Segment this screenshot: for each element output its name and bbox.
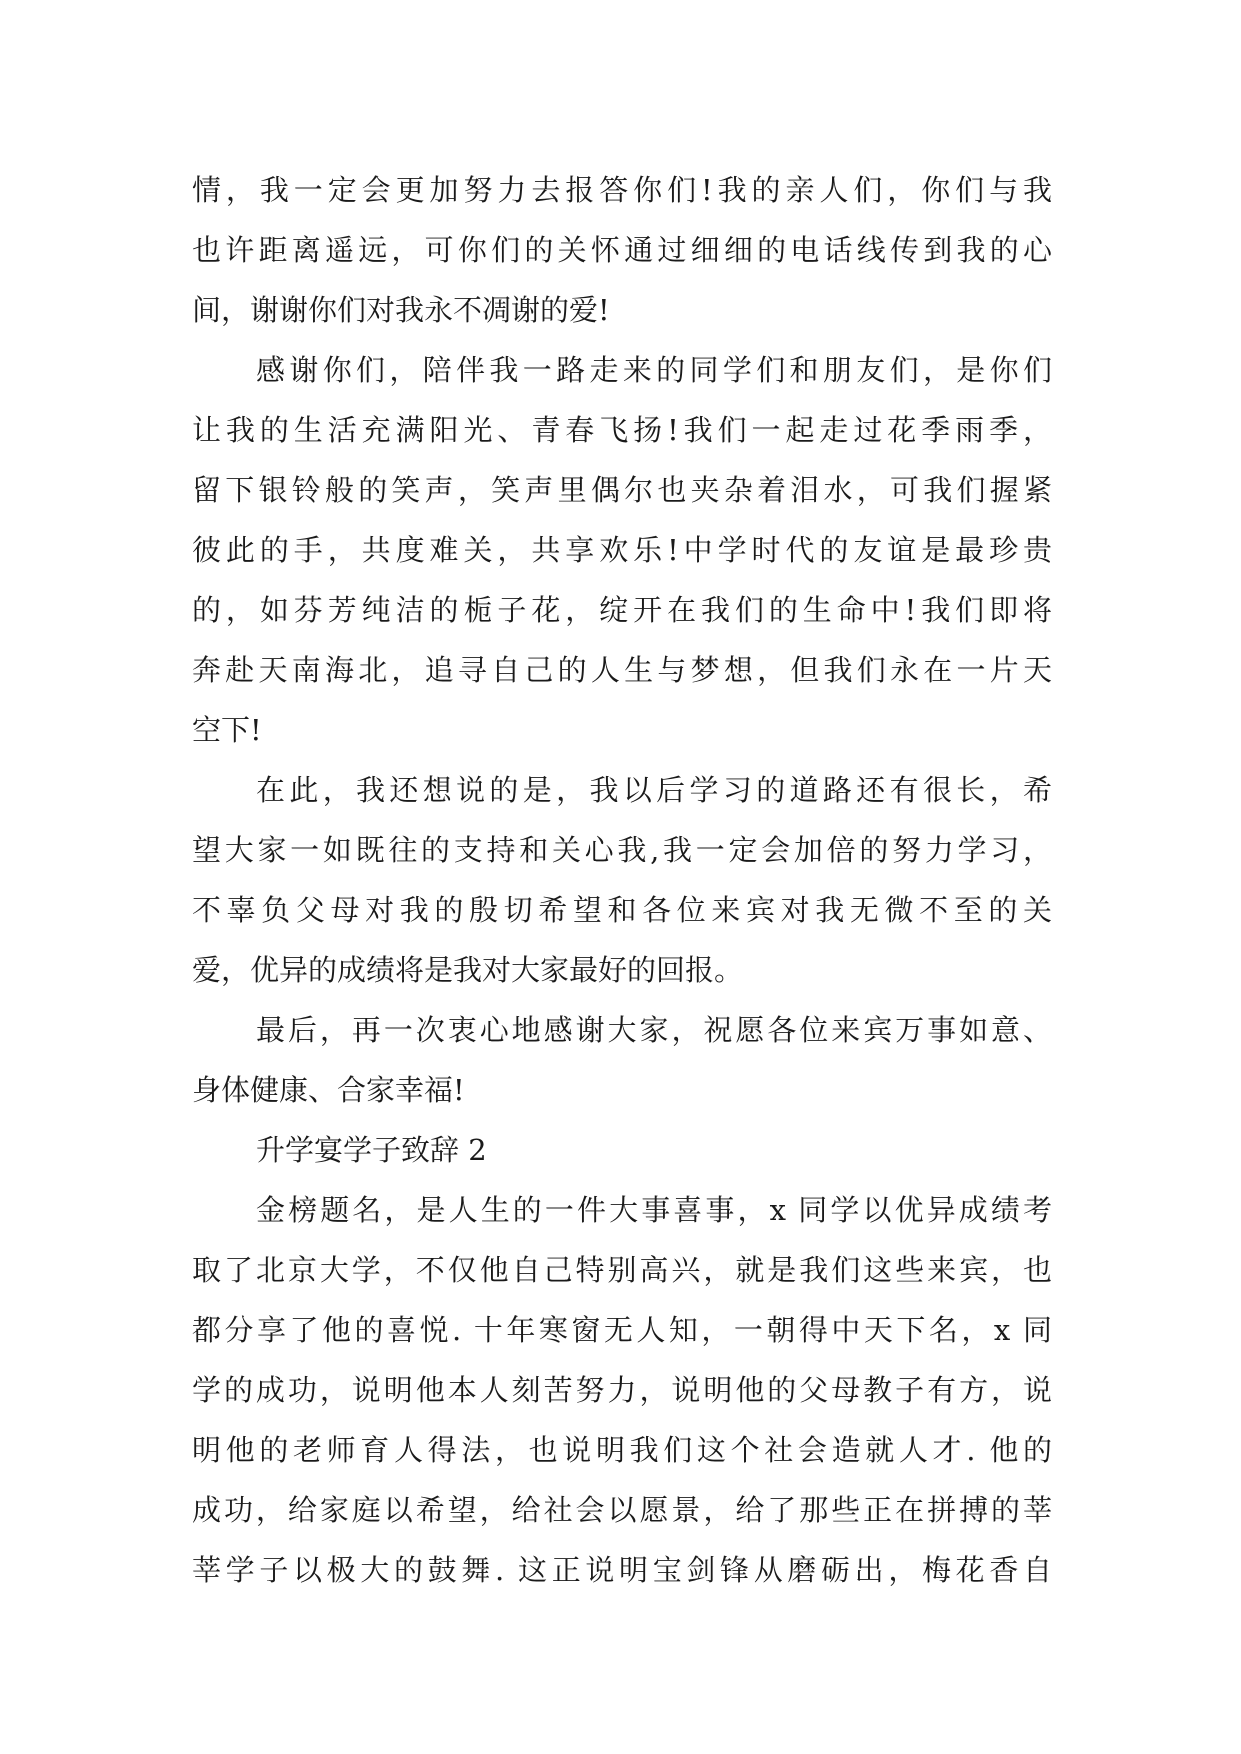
text-line: 明他的老师育人得法，也说明我们这个社会造就人才. 他的 [192,1433,1052,1467]
text-line: 爱，优异的成绩将是我对大家最好的回报。 [192,953,744,987]
text-line: 留下银铃般的笑声，笑声里偶尔也夹杂着泪水，可我们握紧 [192,473,1052,507]
text-line: 望大家一如既往的支持和关心我,我一定会加倍的努力学习， [192,833,1052,867]
text-line: 间，谢谢你们对我永不凋谢的爱! [192,293,610,327]
text-line: 金榜题名，是人生的一件大事喜事，x 同学以优异成绩考 [256,1193,1052,1227]
text-line: 身体健康、合家幸福! [192,1073,465,1107]
text-line: 让我的生活充满阳光、青春飞扬!我们一起走过花季雨季， [192,413,1052,447]
text-line: 在此，我还想说的是，我以后学习的道路还有很长，希 [256,773,1052,807]
text-line: 学的成功，说明他本人刻苦努力，说明他的父母教子有方，说 [192,1373,1052,1407]
text-line: 最后，再一次衷心地感谢大家，祝愿各位来宾万事如意、 [256,1013,1052,1047]
text-line: 的，如芬芳纯洁的栀子花，绽开在我们的生命中!我们即将 [192,593,1052,627]
text-line: 成功，给家庭以希望，给社会以愿景，给了那些正在拼搏的莘 [192,1493,1052,1527]
document-body [192,160,1052,1600]
text-line: 空下! [192,713,262,747]
text-line: 也许距离遥远，可你们的关怀通过细细的电话线传到我的心 [192,233,1052,267]
text-line: 升学宴学子致辞 2 [256,1133,487,1167]
text-line: 都分享了他的喜悦. 十年寒窗无人知，一朝得中天下名，x 同 [192,1313,1052,1347]
text-line: 感谢你们，陪伴我一路走来的同学们和朋友们，是你们 [256,353,1052,387]
text-line: 彼此的手，共度难关，共享欢乐!中学时代的友谊是最珍贵 [192,533,1052,567]
text-line: 取了北京大学，不仅他自己特别高兴，就是我们这些来宾，也 [192,1253,1052,1287]
text-line: 莘学子以极大的鼓舞. 这正说明宝剑锋从磨砺出，梅花香自 [192,1553,1052,1587]
text-line: 奔赴天南海北，追寻自己的人生与梦想，但我们永在一片天 [192,653,1052,687]
text-line: 情，我一定会更加努力去报答你们!我的亲人们，你们与我 [192,173,1052,207]
text-line: 不辜负父母对我的殷切希望和各位来宾对我无微不至的关 [192,893,1052,927]
